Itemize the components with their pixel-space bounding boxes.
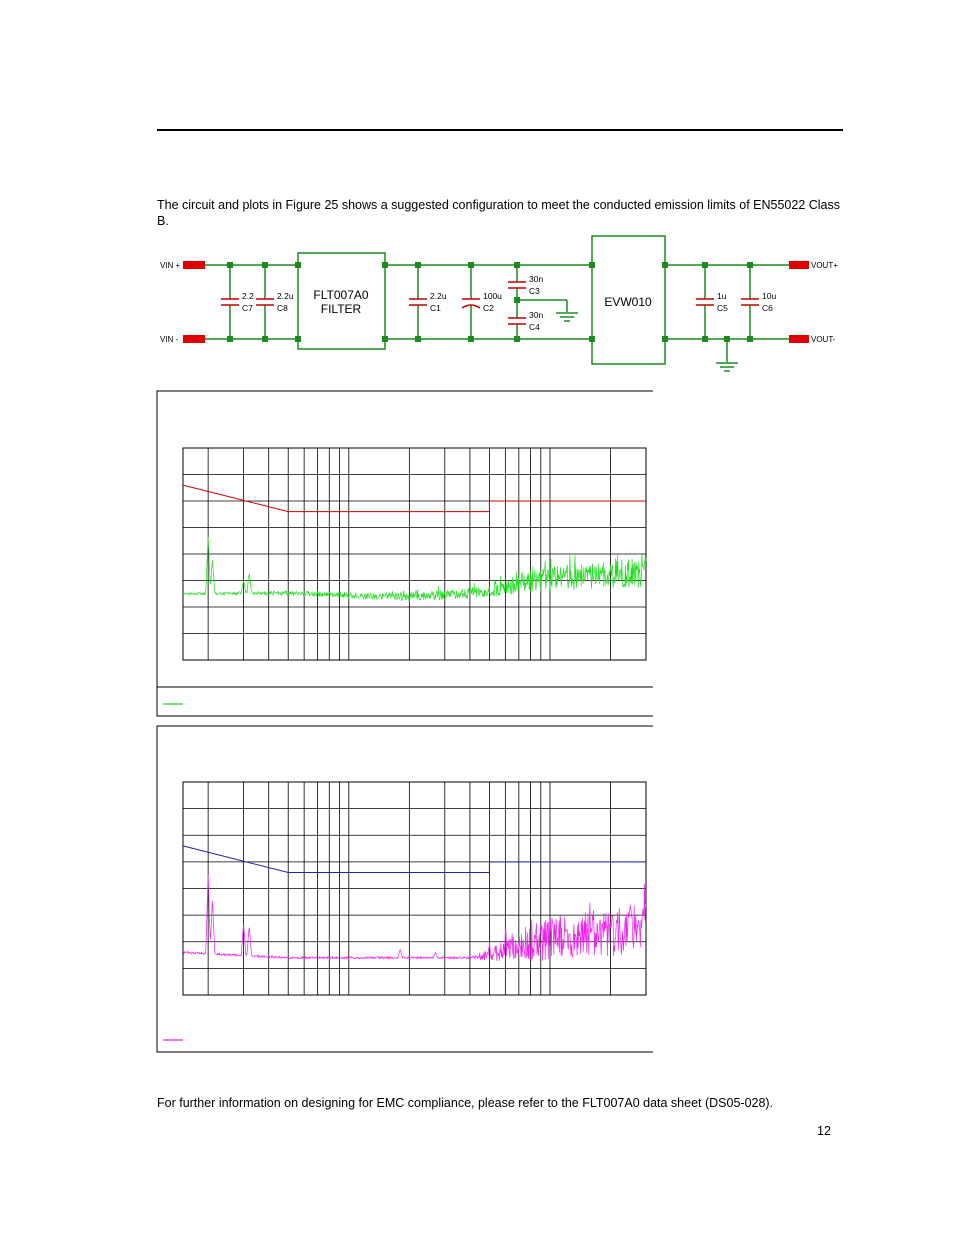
capacitor-value: 2.2u	[430, 291, 447, 301]
filter-name: FLT007A0	[313, 288, 369, 302]
module-name: EVW010	[604, 295, 652, 309]
capacitor-ref: C4	[529, 322, 540, 332]
measurement-trace	[183, 875, 646, 961]
capacitor-ref: C2	[483, 303, 494, 313]
vout-minus-label: VOUT-	[811, 335, 836, 344]
capacitor-value: 1u	[717, 291, 727, 301]
capacitor-value: 2.2	[242, 291, 254, 301]
capacitor-value: 2.2u	[277, 291, 294, 301]
chart-grid	[183, 448, 646, 660]
vin-minus-label: VIN -	[160, 335, 179, 344]
capacitor-value: 30n	[529, 274, 544, 284]
limit-line	[183, 846, 646, 873]
capacitor-ref: C3	[529, 286, 540, 296]
capacitor-value: 100u	[483, 291, 502, 301]
capacitor-ref: C8	[277, 303, 288, 313]
chart-panel-2	[157, 726, 653, 1052]
vin-plus-label: VIN +	[160, 261, 181, 270]
chart-1-plot-area	[183, 448, 646, 660]
vout-plus-label: VOUT+	[811, 261, 838, 270]
capacitor-value: 10u	[762, 291, 777, 301]
chart-2-plot-area	[183, 782, 646, 995]
chart-grid	[183, 782, 646, 995]
measurement-trace	[183, 537, 646, 601]
limit-line	[183, 485, 646, 512]
page-number: 12	[817, 1124, 831, 1138]
capacitor-ref: C6	[762, 303, 773, 313]
capacitor-ref: C5	[717, 303, 728, 313]
filter-sub: FILTER	[320, 302, 362, 316]
capacitor-value: 30n	[529, 310, 544, 320]
capacitor-ref: C1	[430, 303, 441, 313]
intro-paragraph: The circuit and plots in Figure 25 shows a suggested configuration to meet the conducted emission limits of EN55022 Class B.	[157, 198, 841, 228]
footer-paragraph: For further information on designing for EMC compliance, please refer to the FLT007A0 data sheet (DS05-028).	[157, 1096, 774, 1110]
capacitor-ref: C7	[242, 303, 253, 313]
chart-panel-1	[157, 391, 653, 716]
